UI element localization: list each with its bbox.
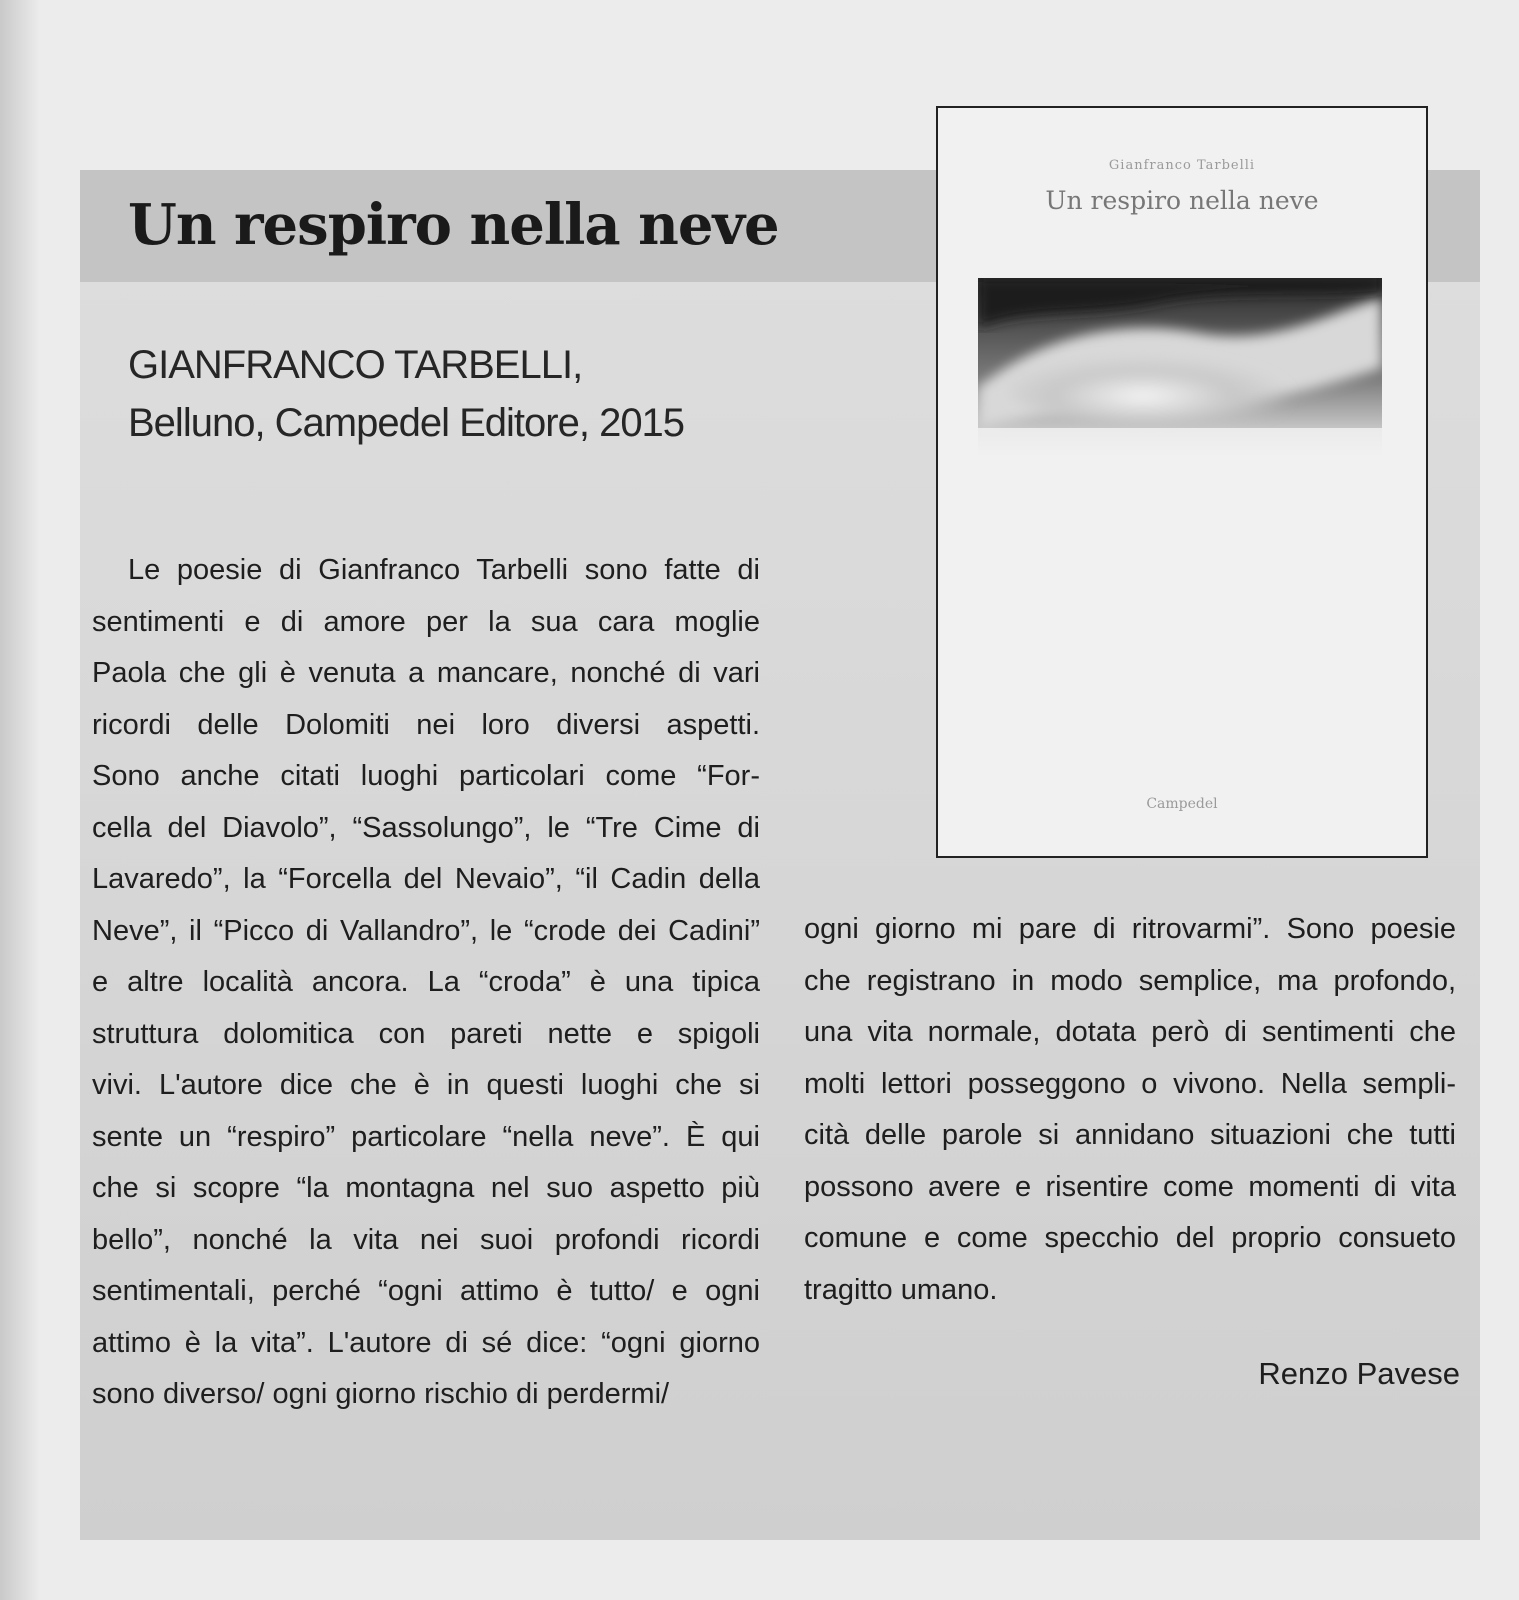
text-line: vivi. L'autore dice che è in questi luoghi che si: [92, 1069, 760, 1101]
author-line: GIANFRANCO TARBELLI,: [128, 343, 583, 387]
text-line: struttura dolomitica con pareti nette e spigoli: [92, 1017, 760, 1050]
text-line: sentimentali, perché “ogni attimo è tutto/ e ogni: [92, 1275, 760, 1307]
text-line: e altre località ancora. La “croda” è una tipica: [92, 966, 760, 998]
text-line: molti lettori posseggono o vivono. Nella sempli-: [804, 1067, 1456, 1100]
reviewer-signature: Renzo Pavese: [1258, 1356, 1460, 1391]
cover-title: Un respiro nella neve: [1045, 186, 1319, 215]
text-line: cella del Diavolo”, “Sassolungo”, le “Tre Cime di: [92, 811, 760, 844]
text-line: sente un “respiro” particolare “nella neve”. È qui: [92, 1120, 760, 1153]
text-line: cità delle parole si annidano situazioni che tutti: [804, 1119, 1456, 1151]
right-text-column: [804, 904, 1456, 1316]
text-line: bello”, nonché la vita nei suoi profondi ricordi: [92, 1223, 760, 1256]
article-title: Un respiro nella neve: [128, 192, 779, 258]
book-reference: [128, 336, 684, 452]
text-line: Lavaredo”, la “Forcella del Nevaio”, “il Cadin della: [92, 863, 760, 895]
text-line: che registrano in modo semplice, ma profondo,: [804, 964, 1456, 997]
text-line: comune e come specchio del proprio consueto: [804, 1222, 1456, 1254]
left-text-column: [92, 545, 760, 1421]
text-line: che si scopre “la montagna nel suo aspetto più: [92, 1172, 760, 1204]
text-line: ricordi delle Dolomiti nei loro diversi aspetti.: [92, 708, 760, 741]
text-line: sono diverso/ ogni giorno rischio di perdermi/: [92, 1378, 670, 1410]
page-edge-shadow: [0, 0, 40, 1600]
text-line: Sono anche citati luoghi particolari come “For-: [92, 760, 760, 792]
text-line: attimo è la vita”. L'autore di sé dice: “ogni giorno: [92, 1326, 760, 1359]
cover-author: Gianfranco Tarbelli: [1108, 158, 1256, 173]
text-line: Le poesie di Gianfranco Tarbelli sono fatte di: [128, 554, 760, 586]
cover-snow-image: [978, 278, 1382, 458]
text-line: sentimenti e di amore per la sua cara moglie: [92, 605, 760, 638]
text-line: tragitto umano.: [804, 1273, 998, 1306]
text-line: una vita normale, dotata però di sentimenti che: [804, 1016, 1456, 1048]
book-cover: [936, 106, 1428, 858]
text-line: possono avere e risentire come momenti di vita: [804, 1170, 1456, 1203]
publication-line: Belluno, Campedel Editore, 2015: [128, 401, 685, 445]
cover-publisher: Campedel: [1146, 796, 1218, 812]
text-line: Neve”, il “Picco di Vallandro”, le “crode dei Cadini”: [92, 914, 760, 947]
text-line: ogni giorno mi pare di ritrovarmi”. Sono poesie: [804, 913, 1456, 945]
text-line: Paola che gli è venuta a mancare, nonché di vari: [92, 657, 760, 689]
